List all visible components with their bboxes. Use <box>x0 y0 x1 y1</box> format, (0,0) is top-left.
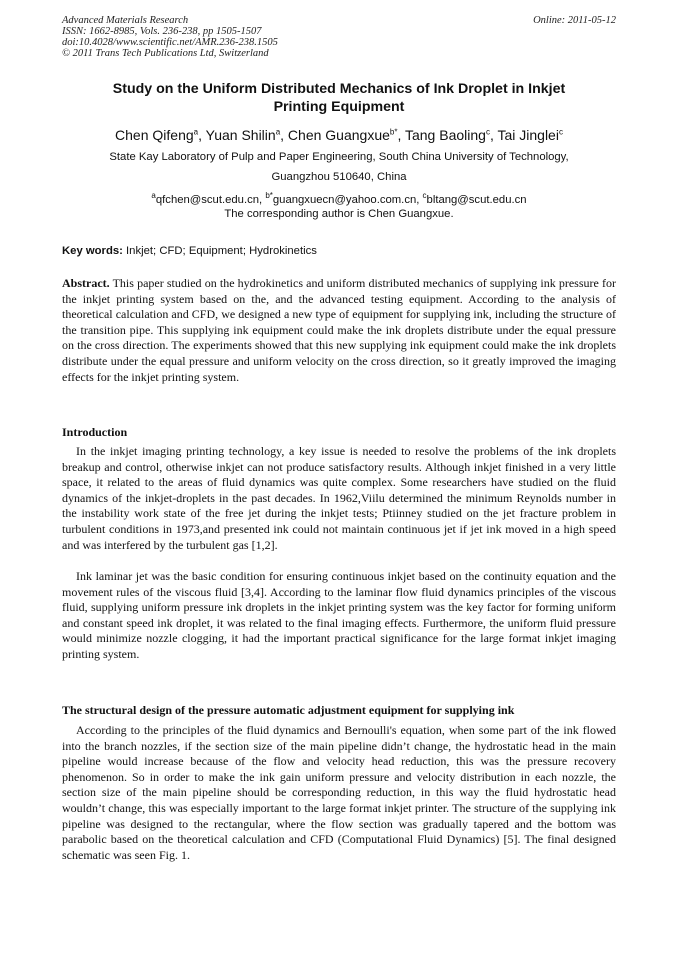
journal-header <box>62 15 616 59</box>
copyright-line: © 2011 Trans Tech Publications Ltd, Switzerland <box>62 48 269 59</box>
intro-paragraph-2: Ink laminar jet was the basic condition for ensuring continuous inkjet based on the continuity equation and the movement rules of the viscous fluid [3,4]. According to the laminar flow fluid dynamics principles of the viscous fluid, supplying uniform pressure ink droplets in the inkjet printing system was the key factor for forming uniform and constant speed ink droplet, it was related to the final imaging effects. Furthermore, the uniform fluid pressure would minimize nozzle clogging, it had the important practical significance for the large format inkjet imaging printing system. <box>62 569 616 661</box>
title-line-1: Study on the Uniform Distributed Mechanics of Ink Droplet in Inkjet <box>112 81 566 97</box>
keywords <box>62 244 616 258</box>
keywords-text: Inkjet; CFD; Equipment; Hydrokinetics <box>122 245 317 257</box>
author-list <box>62 126 616 144</box>
online-date: Online: 2011-05-12 <box>533 15 616 26</box>
email-block <box>62 193 616 221</box>
author: Yuan Shilin$^a$, <box>205 127 288 143</box>
intro-paragraph-1: In the inkjet imaging printing technology, a key issue is needed to resolve the problems of the ink droplets breakup and control, otherwise inkjet can not produce satisfactory results. Although inkjet finished in a very little space, it related to the areas of fluid dynamics was quite complex. Some researchers have studied on the fluid dynamics of the inkjet-droplets in the past decades. In 1962,Viilu determined the minimum Reynolds number in the instability work state of the free jet during the inkjet tests; Ptiinney studied on the jet fracture problem in turbulent conditions in 1973,and presented ink could not maintain continuous jet if jet ink moved in a high speed and was interfered by the turbulent gas [1,2]. <box>62 444 616 552</box>
author: Chen Qifeng$^a$, <box>115 127 206 143</box>
affiliation <box>62 150 616 184</box>
affiliation-line-2: Guangzhou 510640, China <box>271 171 407 183</box>
email-line: $^a$qfchen@scut.edu.cn, $^{b*}$guangxuecn@yahoo.com.cn, $^c$bltang@scut.edu.cn <box>151 191 527 206</box>
author: Chen Guangxue$^{b*}$, <box>287 127 405 143</box>
section-heading-introduction: Introduction <box>62 425 128 439</box>
email-a[interactable]: qfchen@scut.edu.cn, <box>155 194 266 206</box>
paper-title <box>62 80 616 116</box>
email-c[interactable]: bltang@scut.edu.cn <box>426 194 527 206</box>
section-heading-structural-design: The structural design of the pressure automatic adjustment equipment for supplying ink <box>62 703 515 717</box>
doi-line: doi:10.4028/www.scientific.net/AMR.236-238.1505 <box>62 37 278 48</box>
corresponding-author-note: The corresponding author is Chen Guangxue. <box>224 208 454 220</box>
issn-line: ISSN: 1662-8985, Vols. 236-238, pp 1505-1507 <box>62 26 262 37</box>
author: Tai Jinglei$^c$ <box>497 127 563 143</box>
abstract-text: This paper studied on the hydrokinetics and uniform distributed mechanics of supplying ink pressure for the inkjet printing system based on the, and the advanced testing equipment. According to the analysis of theoretical calculation and CFD, we designed a new type of equipment for supplying ink, including the structure of the transition pipe. This supplying ink equipment could make the ink droplets distribute under the equal pressure on the cross direction. The experiments showed that this new supplying ink equipment could make the ink droplets distribute under the equal pressure and uniform velocity on the cross direction, so it greatly improved the imaging effects for the inkjet printing system. <box>62 276 616 384</box>
title-line-2: Printing Equipment <box>273 99 405 115</box>
structural-paragraph-1: According to the principles of the fluid dynamics and Bernoulli's equation, when some part of the ink flowed into the branch nozzles, if the section size of the main pipeline didn’t change, the hydrostatic head in the main pipeline would increase because of the flow and velocity head reduction, this was the pressure recovery phenomenon. So in order to make the ink gain uniform pressure and velocity distribution in each nozzle, the section size of the main pipeline should be corresponding reduction, in this way the fluid hydrostatic head wouldn’t change, this was especially important to the large format inkjet printer. The structure of the supplying ink pipeline was designed to the rectangular, where the flow section was gradually tapered and the bottom was parabolic based on the theoretical calculation and CFD (Computational Fluid Dynamics) [5]. The final designed schematic was seen Fig. 1. <box>62 723 616 862</box>
abstract-label: Abstract. <box>62 276 110 290</box>
author: Tang Baoling$^c$, <box>404 127 498 143</box>
keywords-label: Key words: <box>62 245 123 257</box>
journal-name: Advanced Materials Research <box>62 15 189 26</box>
abstract <box>62 276 616 385</box>
affiliation-line-1: State Kay Laboratory of Pulp and Paper Engineering, South China University of Technology, <box>109 151 569 163</box>
email-b[interactable]: guangxuecn@yahoo.com.cn, <box>272 194 423 206</box>
